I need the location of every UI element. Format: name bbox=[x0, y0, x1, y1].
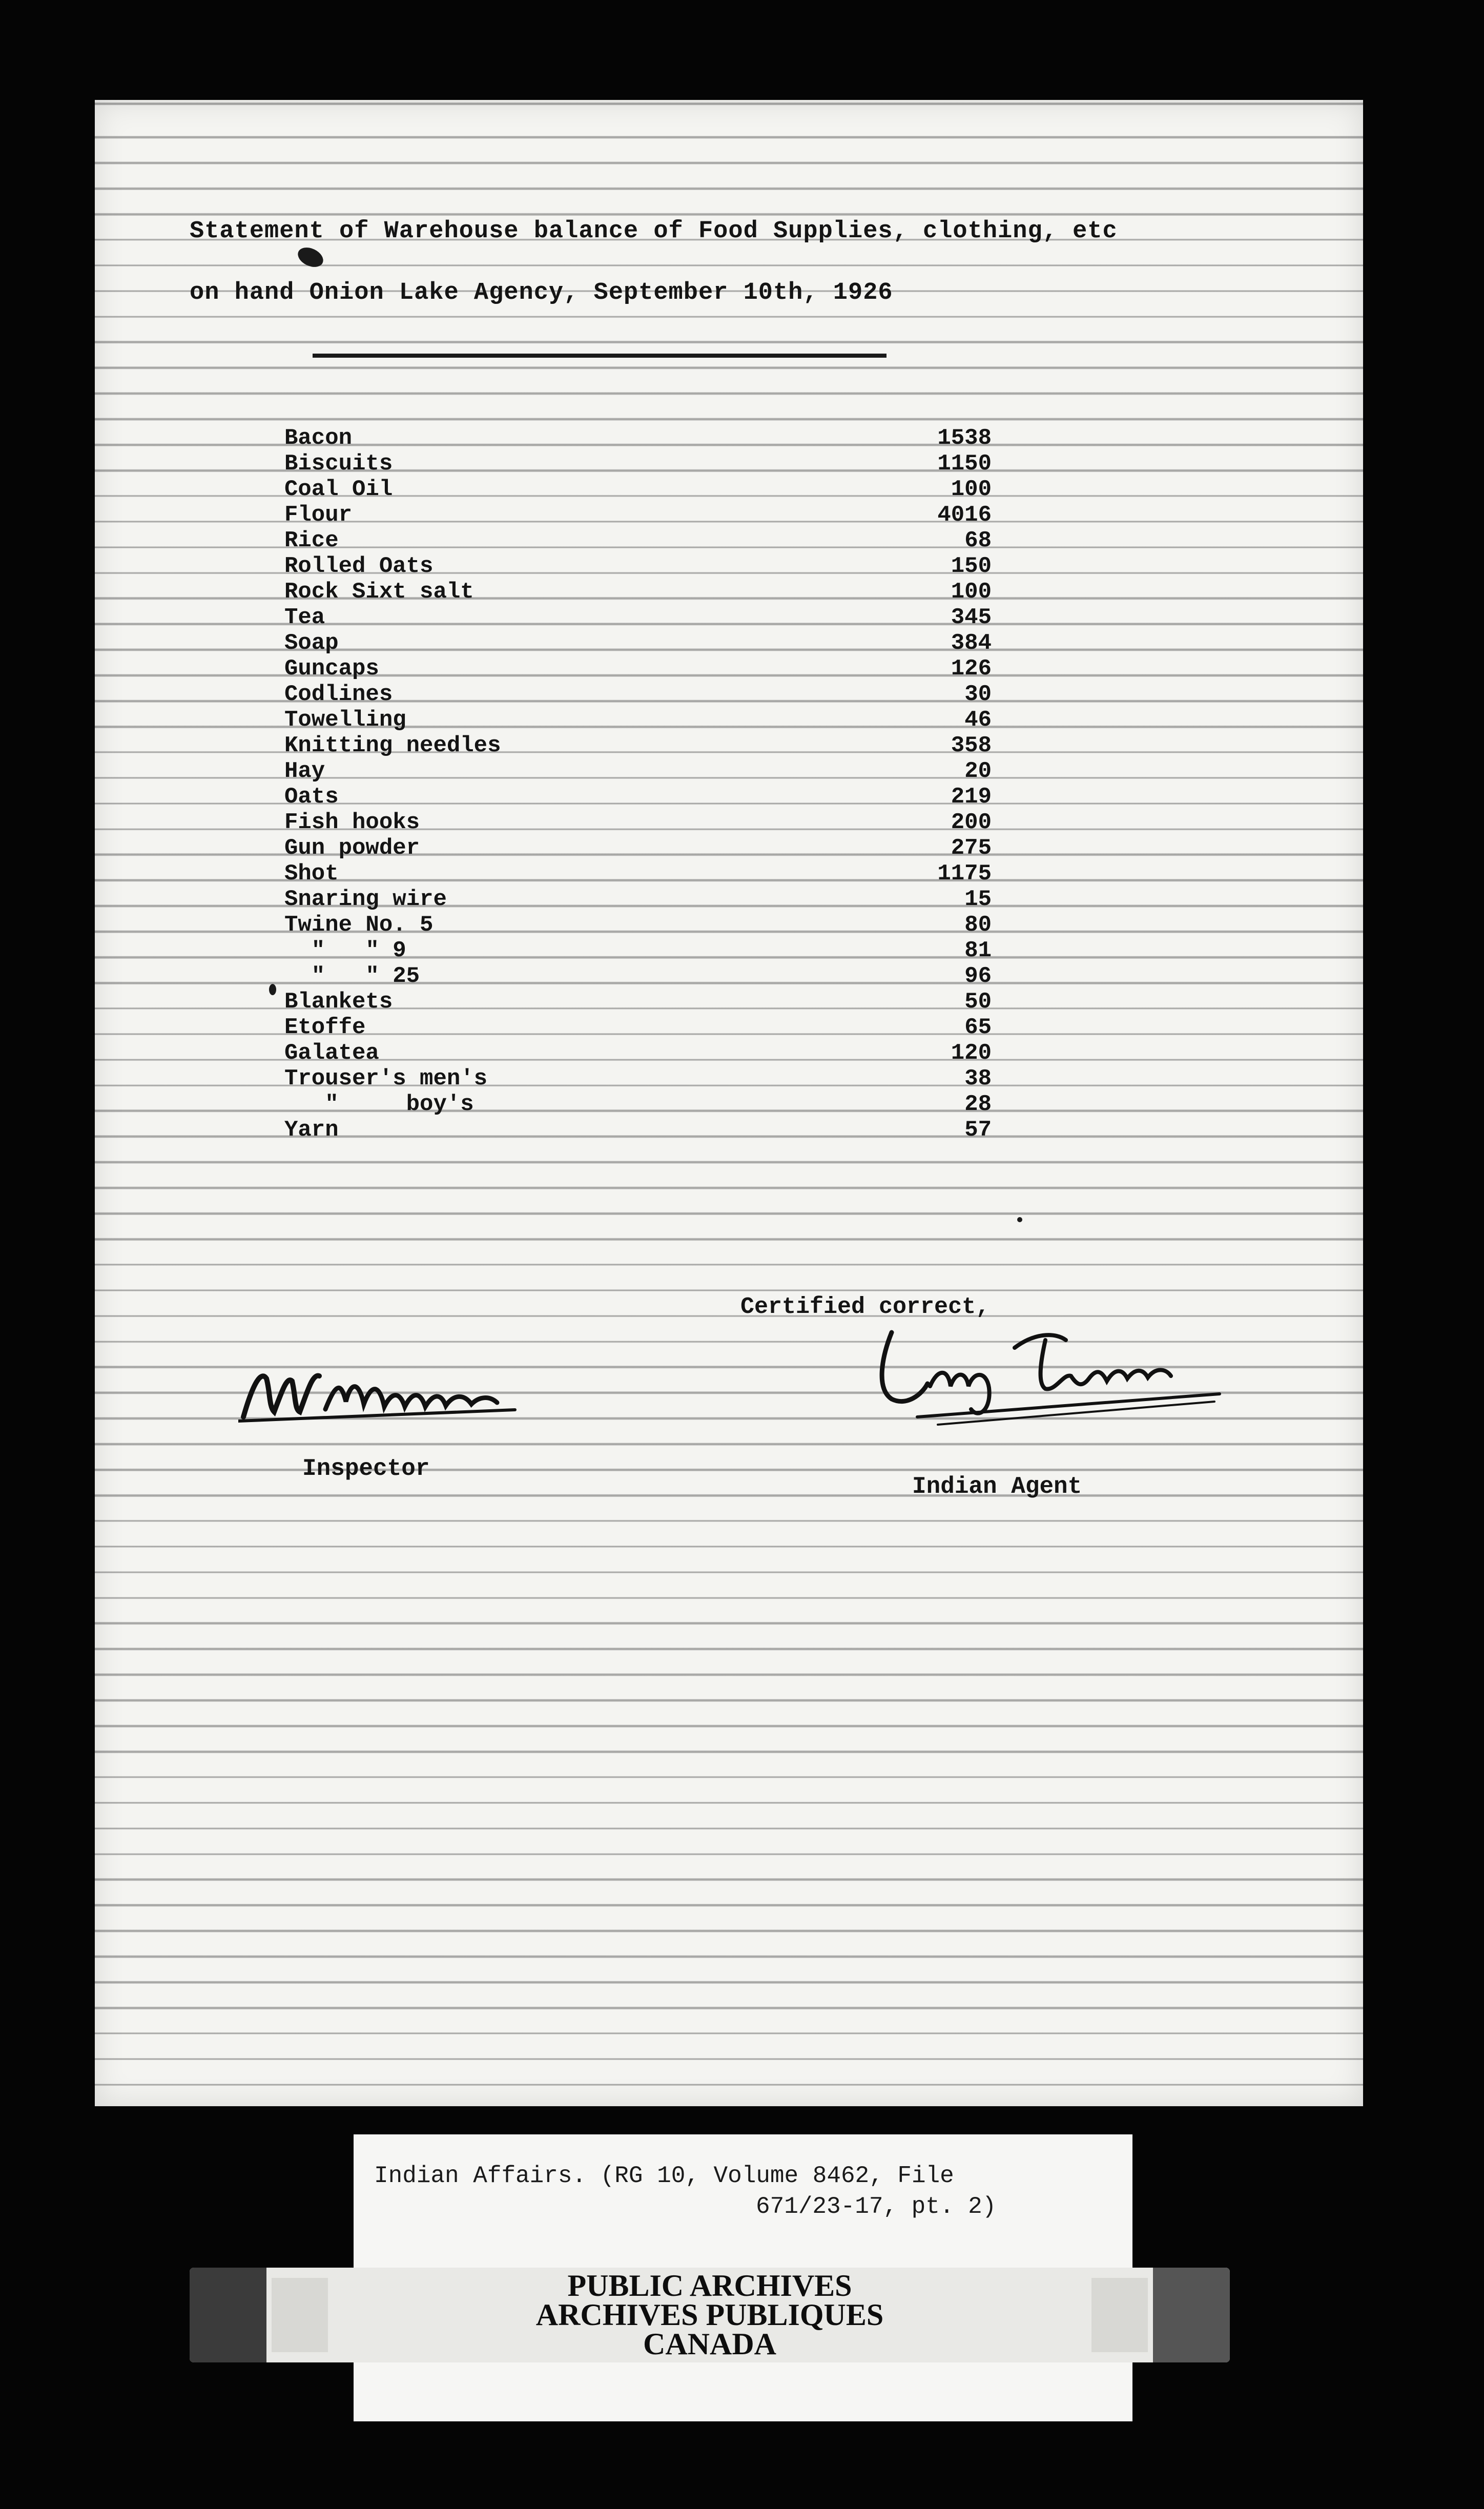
inventory-row bbox=[284, 1066, 992, 1092]
item-name: Codlines bbox=[284, 682, 393, 707]
inventory-row bbox=[284, 1040, 992, 1066]
item-quantity: 46 bbox=[964, 707, 992, 733]
item-name: Shot bbox=[284, 861, 339, 887]
inventory-row bbox=[284, 630, 992, 656]
item-name: Flour bbox=[284, 502, 353, 528]
item-quantity: 1150 bbox=[937, 451, 992, 477]
item-name: Bacon bbox=[284, 425, 353, 451]
reference-line: Indian Affairs. (RG 10, Volume 8462, File bbox=[374, 2163, 954, 2189]
item-name: Biscuits bbox=[284, 451, 393, 477]
item-name: Galatea bbox=[284, 1040, 379, 1066]
ink-mark bbox=[1017, 1217, 1022, 1222]
ink-mark bbox=[269, 984, 276, 995]
inventory-row bbox=[284, 963, 992, 989]
item-quantity: 50 bbox=[964, 989, 992, 1015]
item-quantity: 358 bbox=[951, 733, 992, 758]
inventory-row bbox=[284, 605, 992, 630]
inventory-row bbox=[284, 758, 992, 784]
item-name: Fish hooks bbox=[284, 810, 420, 835]
item-quantity: 20 bbox=[964, 758, 992, 784]
item-quantity: 219 bbox=[951, 784, 992, 810]
item-quantity: 38 bbox=[964, 1066, 992, 1092]
inventory-row bbox=[284, 553, 992, 579]
inventory-row bbox=[284, 810, 992, 835]
inventory-row bbox=[284, 1117, 992, 1143]
item-name: Towelling bbox=[284, 707, 406, 733]
item-quantity: 28 bbox=[964, 1092, 992, 1117]
item-quantity: 120 bbox=[951, 1040, 992, 1066]
item-name: Oats bbox=[284, 784, 339, 810]
reference-line: 671/23-17, pt. 2) bbox=[756, 2193, 997, 2220]
item-name: Rice bbox=[284, 528, 339, 553]
statement-heading: Statement of Warehouse balance of Food Supplies, clothing, etc bbox=[190, 218, 1118, 245]
item-name: Snaring wire bbox=[284, 887, 447, 912]
inventory-row bbox=[284, 579, 992, 605]
item-name: Trouser's men's bbox=[284, 1066, 488, 1092]
agent-signature bbox=[861, 1312, 1230, 1435]
item-quantity: 81 bbox=[964, 938, 992, 963]
statement-subheading: on hand Onion Lake Agency, September 10th, 1926 bbox=[190, 279, 893, 306]
inventory-row bbox=[284, 989, 992, 1015]
item-quantity: 100 bbox=[951, 579, 992, 605]
inventory-row bbox=[284, 938, 992, 963]
item-quantity: 96 bbox=[964, 963, 992, 989]
inventory-row bbox=[284, 707, 992, 733]
item-name: Hay bbox=[284, 758, 325, 784]
inventory-row bbox=[284, 425, 992, 451]
inventory-row bbox=[284, 835, 992, 861]
item-name: Gun powder bbox=[284, 835, 420, 861]
inspector-label: Inspector bbox=[302, 1455, 430, 1482]
item-quantity: 4016 bbox=[937, 502, 992, 528]
inventory-row bbox=[284, 1092, 992, 1117]
item-name: Rock Sixt salt bbox=[284, 579, 474, 605]
inventory-row bbox=[284, 733, 992, 758]
item-quantity: 80 bbox=[964, 912, 992, 938]
item-quantity: 68 bbox=[964, 528, 992, 553]
item-name: Twine No. 5 bbox=[284, 912, 434, 938]
item-quantity: 57 bbox=[964, 1117, 992, 1143]
inventory-row bbox=[284, 477, 992, 502]
item-name: Etoffe bbox=[284, 1015, 366, 1040]
item-name: " " 25 bbox=[284, 963, 420, 989]
item-quantity: 384 bbox=[951, 630, 992, 656]
item-quantity: 150 bbox=[951, 553, 992, 579]
item-name: " boy's bbox=[284, 1092, 474, 1117]
inventory-row bbox=[284, 784, 992, 810]
item-quantity: 1175 bbox=[937, 861, 992, 887]
item-name: " " 9 bbox=[284, 938, 406, 963]
item-quantity: 65 bbox=[964, 1015, 992, 1040]
item-quantity: 126 bbox=[951, 656, 992, 682]
item-name: Tea bbox=[284, 605, 325, 630]
item-name: Yarn bbox=[284, 1117, 339, 1143]
inventory-list bbox=[284, 425, 992, 1143]
inventory-row bbox=[284, 682, 992, 707]
inventory-row bbox=[284, 656, 992, 682]
inspector-signature bbox=[238, 1361, 525, 1427]
archive-stamp-line: PUBLIC ARCHIVES bbox=[567, 2269, 852, 2302]
item-name: Blankets bbox=[284, 989, 393, 1015]
item-quantity: 100 bbox=[951, 477, 992, 502]
archive-stamp-strip bbox=[190, 2268, 1230, 2362]
inventory-row bbox=[284, 502, 992, 528]
item-quantity: 30 bbox=[964, 682, 992, 707]
indian-agent-label: Indian Agent bbox=[912, 1473, 1082, 1500]
ink-mark bbox=[295, 244, 326, 271]
item-name: Soap bbox=[284, 630, 339, 656]
inventory-row bbox=[284, 1015, 992, 1040]
inventory-row bbox=[284, 887, 992, 912]
archive-stamp-line: CANADA bbox=[643, 2327, 776, 2361]
inventory-row bbox=[284, 912, 992, 938]
item-quantity: 275 bbox=[951, 835, 992, 861]
inventory-row bbox=[284, 861, 992, 887]
inventory-row bbox=[284, 528, 992, 553]
heading-underline bbox=[313, 354, 887, 358]
item-quantity: 345 bbox=[951, 605, 992, 630]
item-name: Guncaps bbox=[284, 656, 379, 682]
inventory-row bbox=[284, 451, 992, 477]
item-quantity: 15 bbox=[964, 887, 992, 912]
item-name: Coal Oil bbox=[284, 477, 393, 502]
certified-correct-text: Certified correct, bbox=[740, 1294, 990, 1320]
item-quantity: 1538 bbox=[937, 425, 992, 451]
item-name: Knitting needles bbox=[284, 733, 501, 758]
item-name: Rolled Oats bbox=[284, 553, 434, 579]
item-quantity: 200 bbox=[951, 810, 992, 835]
archive-stamp-line: ARCHIVES PUBLIQUES bbox=[535, 2298, 884, 2332]
